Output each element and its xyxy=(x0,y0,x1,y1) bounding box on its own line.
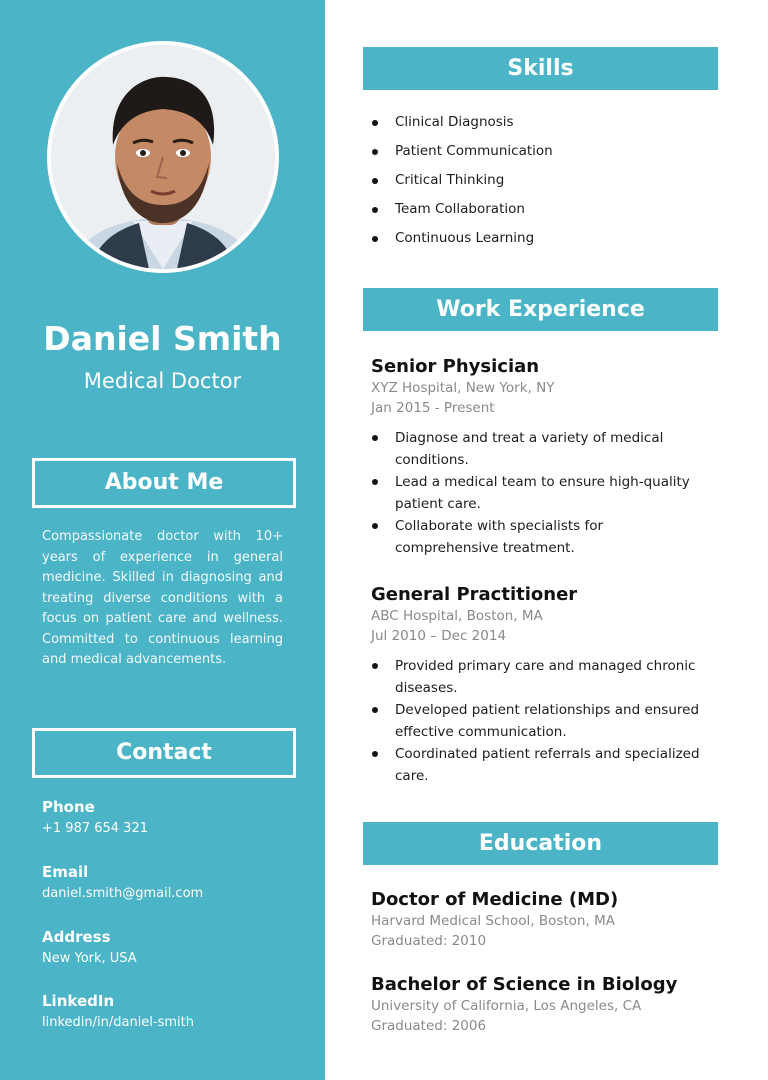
contact-value: linkedin/in/daniel-smith xyxy=(42,1015,194,1030)
job-title: General Practitioner xyxy=(371,584,578,605)
experience-heading: Work Experience xyxy=(363,288,718,331)
contact-value: daniel.smith@gmail.com xyxy=(42,886,204,901)
job-bullets xyxy=(371,427,701,559)
contact-value: +1 987 654 321 xyxy=(42,821,148,836)
contact-heading: Contact xyxy=(32,728,296,778)
profile-photo-frame xyxy=(47,41,279,273)
job-entry xyxy=(371,583,711,646)
job-bullets xyxy=(371,655,701,787)
contact-label: LinkedIn xyxy=(42,992,115,1010)
skills-heading: Skills xyxy=(363,47,718,90)
list-item: Clinical Diagnosis xyxy=(371,108,701,137)
school-name: Harvard Medical School, Boston, MA xyxy=(371,913,615,929)
candidate-name: Daniel Smith xyxy=(43,319,282,358)
job-dates: Jan 2015 - Present xyxy=(371,399,495,416)
list-item: Patient Communication xyxy=(371,137,701,166)
profile-photo xyxy=(51,45,275,269)
list-item: Critical Thinking xyxy=(371,166,701,195)
list-item: Lead a medical team to ensure high-quality patient care. xyxy=(371,471,701,515)
education-entry xyxy=(371,888,711,951)
job-dates: Jul 2010 – Dec 2014 xyxy=(371,627,507,644)
job-employer: XYZ Hospital, New York, NY xyxy=(371,380,555,396)
education-heading: Education xyxy=(363,822,718,865)
list-item: Provided primary care and managed chronic diseases. xyxy=(371,655,701,699)
contact-linkedin xyxy=(42,990,302,1034)
about-text: Compassionate doctor with 10+ years of experience in general medicine. Skilled in diagnosing and treating diverse conditions with a focus on patient care and wellness. Committed to continuous learning and medical advancements. xyxy=(42,529,283,667)
about-heading: About Me xyxy=(32,458,296,508)
list-item: Team Collaboration xyxy=(371,195,701,224)
list-item: Coordinated patient referrals and specialized care. xyxy=(371,743,701,787)
degree-title: Bachelor of Science in Biology xyxy=(371,974,678,995)
job-entry xyxy=(371,355,711,418)
contact-label: Phone xyxy=(42,798,95,816)
graduation-date: Graduated: 2010 xyxy=(371,932,487,949)
job-employer: ABC Hospital, Boston, MA xyxy=(371,608,543,624)
graduation-date: Graduated: 2006 xyxy=(371,1017,487,1034)
skills-list xyxy=(371,108,701,253)
job-title: Senior Physician xyxy=(371,356,540,377)
contact-value: New York, USA xyxy=(42,951,137,966)
avatar-illustration xyxy=(51,45,275,269)
contact-address xyxy=(42,926,302,970)
education-entry xyxy=(371,973,711,1036)
list-item: Continuous Learning xyxy=(371,224,701,253)
list-item: Developed patient relationships and ensured effective communication. xyxy=(371,699,701,743)
candidate-title: Medical Doctor xyxy=(83,369,242,393)
list-item: Collaborate with specialists for comprehensive treatment. xyxy=(371,515,701,559)
list-item: Diagnose and treat a variety of medical conditions. xyxy=(371,427,701,471)
contact-label: Email xyxy=(42,863,89,881)
contact-label: Address xyxy=(42,928,111,946)
school-name: University of California, Los Angeles, CA xyxy=(371,998,642,1014)
contact-phone xyxy=(42,796,302,840)
contact-email xyxy=(42,861,302,905)
sidebar xyxy=(0,0,325,1080)
degree-title: Doctor of Medicine (MD) xyxy=(371,889,619,910)
